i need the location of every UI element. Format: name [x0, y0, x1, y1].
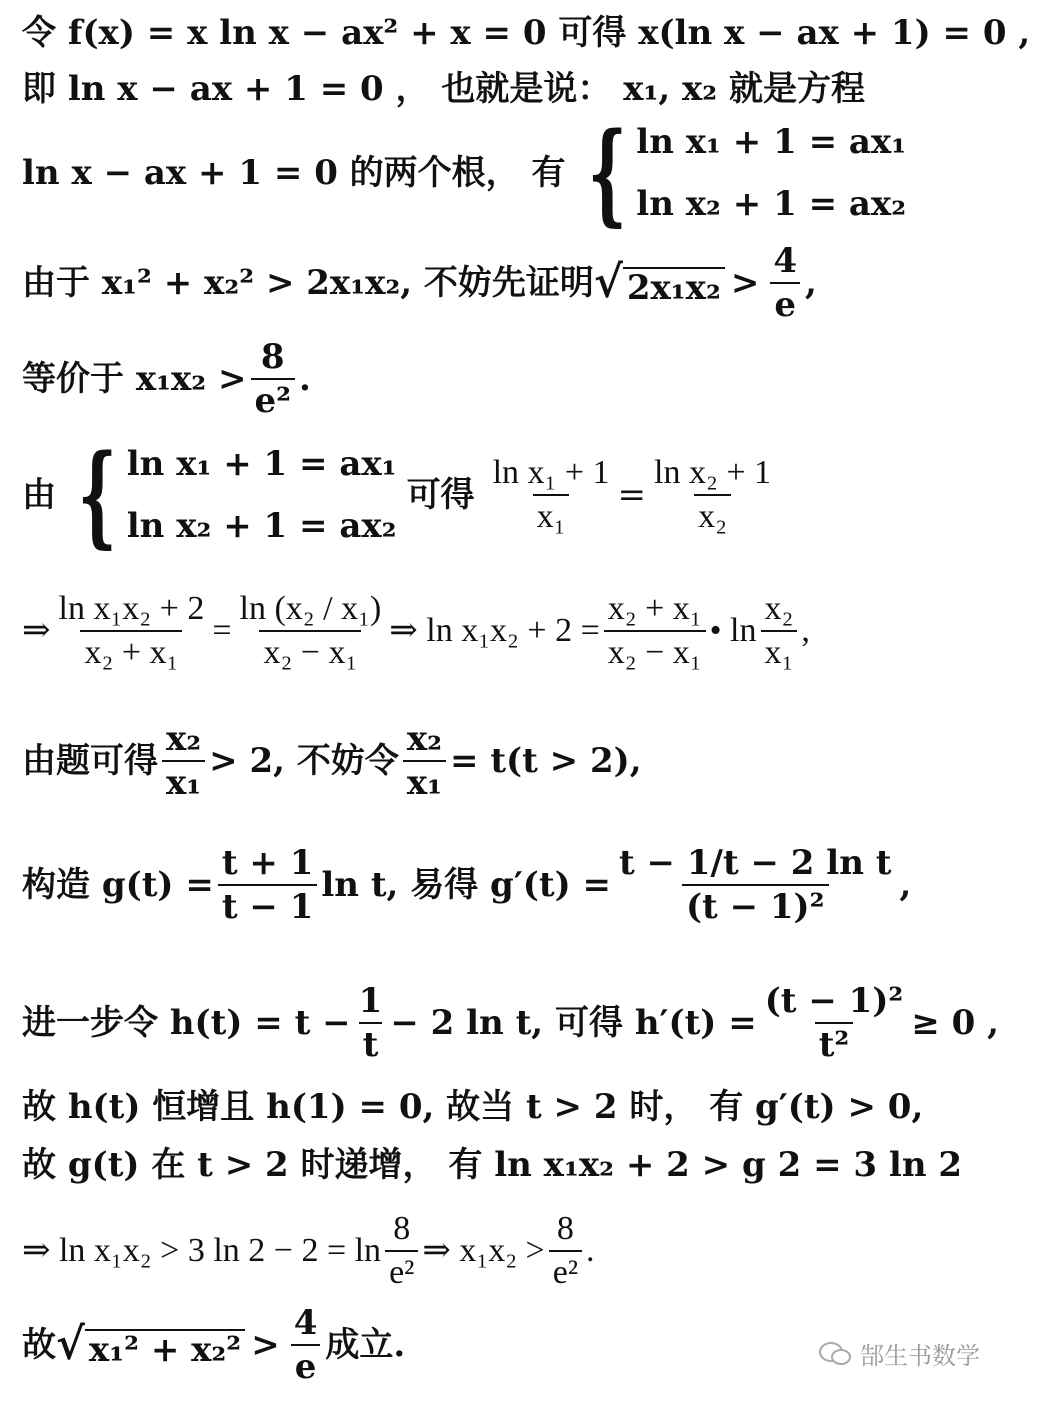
fraction-ln-x1: $\frac{\text{ln x₁ + 1}}{\text{x₁}}$ [492, 454, 610, 535]
fraction-lnx1x2-plus-2: $\frac{\text{ln x₁x₂ + 2}}{\text{x₂ + x₁}}$ [58, 590, 205, 671]
watermark [818, 1336, 980, 1371]
line-7: ⇒ $\frac{\text{ln x₁x₂ + 2}}{\text{x₂ + x₁}}$ = $\frac{\text{ln (x₂ / x₁)}}{\text{x₂ − x₁}}$ ⇒ ln x₁x₂ + 2 = $\frac{\text{x₂ + x₁}}{\text{x₂ − x₁}}$ • ln $\frac{\text{x₂}}{\text{x₁}}$ , [22, 590, 810, 671]
fraction-8-over-e2: $\frac{8}{\text{e²}}$ [385, 1212, 418, 1290]
line-3 [22, 108, 907, 237]
line-5-text: 等价于 x₁x₂ > [22, 359, 247, 399]
fraction-8-over-e2: $\frac{8}{\text{e²}}$ [251, 340, 296, 418]
fraction-4-over-e: $\frac{4}{e}$ [769, 244, 801, 322]
sqrt-sum-squares: √ x₁² + x₂² [56, 1323, 245, 1367]
fraction-8-over-e2-b: $\frac{8}{\text{e²}}$ [549, 1212, 582, 1290]
line-9: 构造 g(t) = $\frac{t + 1}{t - 1}$ ln t, 易得 g′(t) = $\frac{\text{t − 1/t − 2 ln t}}{\text{(t − 1)²}}$ , [22, 843, 912, 927]
system-row-1: ln x₁ + 1 = ax₁ [636, 122, 907, 162]
gt-symbol: > [730, 263, 760, 303]
sqrt-expression: √ 2x₁x₂ [594, 261, 725, 305]
line-2 [22, 69, 866, 109]
sqrt-radicand: 2x₁x₂ [623, 267, 725, 305]
line-2-text: 即 ln x − ax + 1 = 0 ， 也就是说： x₁, x₂ 就是方程 [22, 69, 866, 109]
line-1-text: 令 f(x) = x ln x − ax² + x = 0 可得 x(ln x − ax + 1) = 0 , [22, 13, 1031, 53]
line-12 [22, 1145, 963, 1185]
line-5: 等价于 x₁x₂ > $\frac{8}{\text{e²}}$ . [22, 337, 311, 421]
line-3-text: ln x − ax + 1 = 0 的两个根， 有 [22, 153, 566, 193]
line-12-text: 故 g(t) 在 t > 2 时递增， 有 ln x₁x₂ + 2 > g 2 = 3 ln 2 [22, 1145, 963, 1185]
line-11 [22, 1087, 924, 1127]
fraction-ln-ratio: $\frac{\text{ln (x₂ / x₁)}}{\text{x₂ − x₁}}$ [239, 590, 382, 671]
system-row-1: ln x₁ + 1 = ax₁ [126, 444, 397, 484]
fraction-ln-x2: $\frac{\text{ln x₂ + 1}}{\text{x₂}}$ [654, 454, 772, 535]
fraction-x2-over-x1: $\frac{\text{x₂}}{\text{x₁}}$ [162, 722, 205, 800]
line-13: ⇒ ln x₁x₂ > 3 ln 2 − 2 = ln $\frac{8}{\text{e²}}$ ⇒ x₁x₂ > $\frac{8}{\text{e²}}$ . [22, 1210, 595, 1291]
equation-system: { ln x₁ + 1 = ax₁ ln x₂ + 1 = ax₂ [77, 430, 397, 559]
fraction-1-over-t: $\frac{1}{t}$ [358, 981, 383, 1065]
fraction-h-prime: $\frac{\text{(t − 1)²}}{\text{t²}}$ [764, 981, 904, 1065]
line-4: 由于 x₁² + x₂² > 2x₁x₂, 不妨先证明 √ 2x₁x₂ > $\frac{4}{e}$ , [22, 241, 817, 325]
line-14: 故 √ x₁² + x₂² > $\frac{4}{e}$ 成立. [22, 1303, 406, 1387]
line-8: 由题可得 $\frac{\text{x₂}}{\text{x₁}}$ > 2, 不妨令 $\frac{\text{x₂}}{\text{x₁}}$ = t(t > 2), [22, 719, 642, 803]
wechat-icon [818, 1341, 852, 1367]
line-11-text: 故 h(t) 恒增且 h(1) = 0, 故当 t > 2 时， 有 g′(t) > 0, [22, 1087, 924, 1127]
fraction-sum-over-diff: $\frac{\text{x₂ + x₁}}{\text{x₂ − x₁}}$ [604, 592, 706, 670]
system-row-2: ln x₂ + 1 = ax₂ [636, 184, 907, 224]
system-row-2: ln x₂ + 1 = ax₂ [126, 506, 397, 546]
fraction-x2-over-x1-b: $\frac{\text{x₂}}{\text{x₁}}$ [403, 722, 446, 800]
fraction-x2-over-x1: $\frac{\text{x₂}}{\text{x₁}}$ [761, 592, 798, 670]
fraction-4-over-e: $\frac{4}{e}$ [290, 1306, 322, 1384]
brace: { [587, 108, 627, 237]
watermark-text: 郜生书数学 [860, 1342, 980, 1370]
line-6: 由 { ln x₁ + 1 = ax₁ ln x₂ + 1 = ax₂ 可得 $\frac{\text{ln x₁ + 1}}{\text{x₁}}$ = $\frac{\text{ln x₂ + 1}}{\text{x₂}}$ [22, 440, 779, 550]
equation-system [572, 108, 907, 237]
fraction-t-plus-1-over-t-minus-1: $\frac{t + 1}{t - 1}$ [218, 846, 318, 924]
line-4-text: 由于 x₁² + x₂² > 2x₁x₂, 不妨先证明 [22, 263, 594, 303]
line-1 [22, 13, 1031, 53]
line-10: 进一步令 h(t) = t − $\frac{1}{t}$ − 2 ln t, 可得 h′(t) = $\frac{\text{(t − 1)²}}{\text{t²}}$ ≥ 0 , [22, 981, 999, 1065]
fraction-g-prime: $\frac{\text{t − 1/t − 2 ln t}}{\text{(t − 1)²}}$ [619, 843, 892, 927]
